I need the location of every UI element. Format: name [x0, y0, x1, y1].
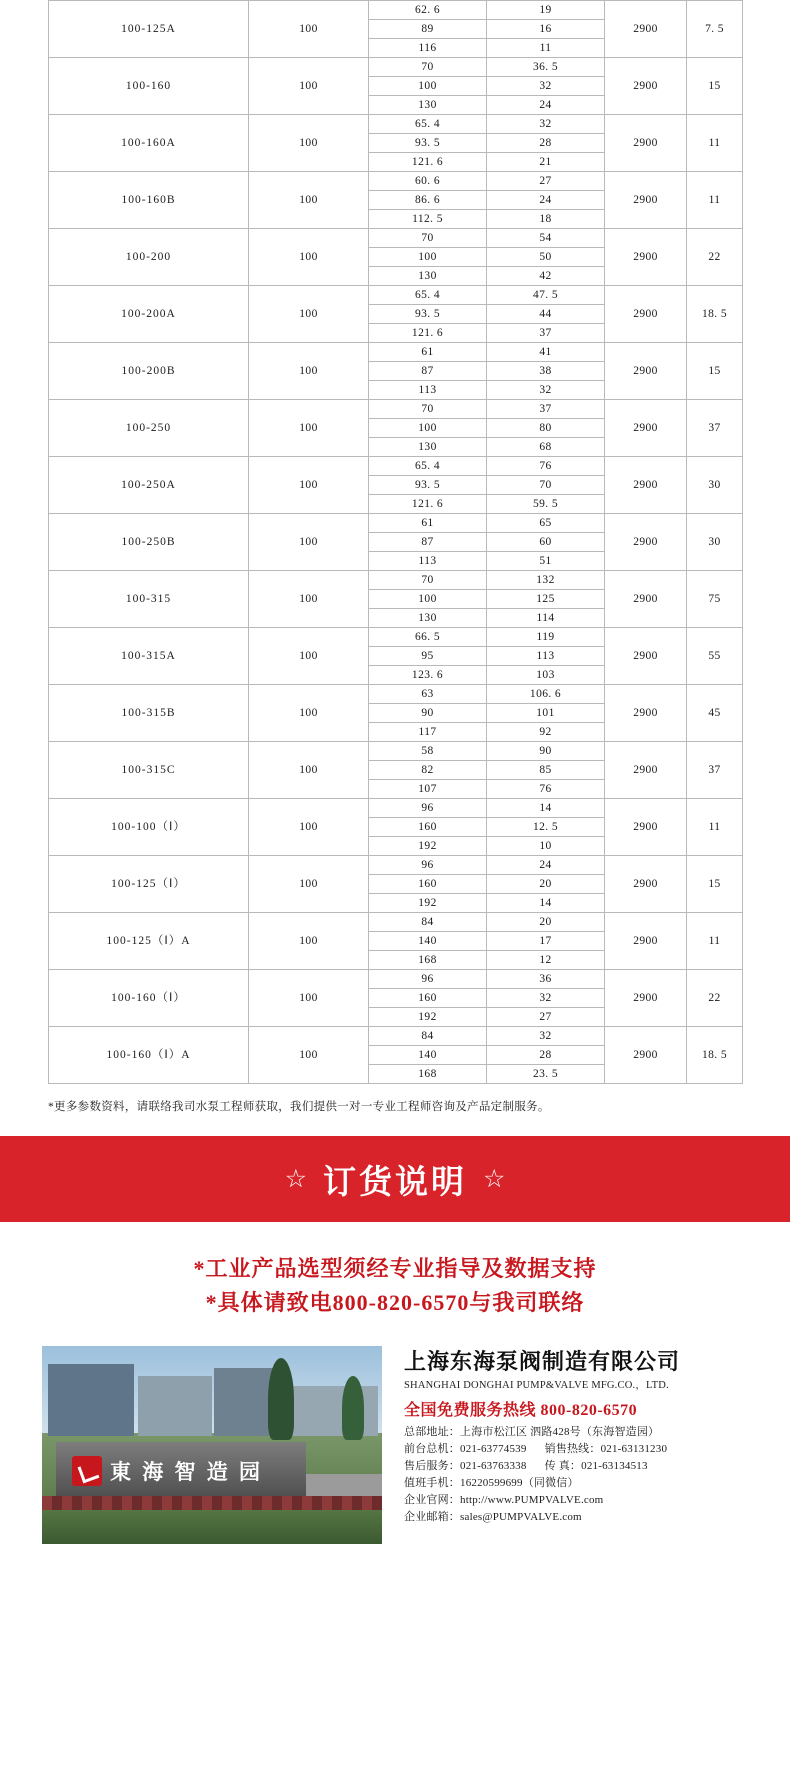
cell-power: 75	[687, 571, 743, 628]
cell-flow: 87	[369, 533, 487, 552]
cell-head: 11	[487, 39, 605, 58]
cell-head: 76	[487, 780, 605, 799]
photo-building-2	[138, 1376, 212, 1436]
table-row	[49, 571, 743, 590]
cell-head: 10	[487, 837, 605, 856]
contact-value: 021-63763338	[460, 1460, 527, 1472]
cell-flow: 58	[369, 742, 487, 761]
table-row	[49, 115, 743, 134]
cell-model: 100-315B	[49, 685, 249, 742]
cell-rpm: 2900	[605, 628, 687, 685]
company-name-en: SHANGHAI DONGHAI PUMP&VALVE MFG.CO.，LTD.	[404, 1380, 669, 1391]
cell-speed-group: 100	[249, 913, 369, 970]
photo-wall-text: 東 海 智 造 园	[110, 1460, 263, 1484]
cell-speed-group: 100	[249, 172, 369, 229]
contact-row	[404, 1441, 748, 1458]
cell-model: 100-125（Ⅰ）A	[49, 913, 249, 970]
cell-speed-group: 100	[249, 571, 369, 628]
cell-head: 32	[487, 115, 605, 134]
cell-flow: 130	[369, 609, 487, 628]
cell-flow: 121. 6	[369, 495, 487, 514]
cell-flow: 82	[369, 761, 487, 780]
contact-row	[404, 1509, 748, 1526]
cell-flow: 121. 6	[369, 324, 487, 343]
cell-flow: 117	[369, 723, 487, 742]
table-row	[49, 685, 743, 704]
cell-flow: 192	[369, 837, 487, 856]
cell-head: 24	[487, 96, 605, 115]
cell-head: 92	[487, 723, 605, 742]
cell-head: 12	[487, 951, 605, 970]
cell-head: 85	[487, 761, 605, 780]
contact-label: 企业邮箱：	[404, 1511, 460, 1523]
cell-head: 44	[487, 305, 605, 324]
cell-flow: 168	[369, 1065, 487, 1084]
cell-model: 100-160（Ⅰ）A	[49, 1027, 249, 1084]
service-hotline: 全国免费服务热线 800-820-6570	[404, 1402, 638, 1419]
cell-power: 15	[687, 856, 743, 913]
cell-flow: 63	[369, 685, 487, 704]
cell-flow: 70	[369, 58, 487, 77]
cell-model: 100-160（Ⅰ）	[49, 970, 249, 1027]
cell-head: 42	[487, 267, 605, 286]
cell-rpm: 2900	[605, 229, 687, 286]
cell-flow: 93. 5	[369, 305, 487, 324]
cell-head: 114	[487, 609, 605, 628]
cell-power: 15	[687, 58, 743, 115]
cell-model: 100-125A	[49, 1, 249, 58]
cell-flow: 140	[369, 1046, 487, 1065]
cell-head: 27	[487, 172, 605, 191]
contact-label: 企业官网：	[404, 1494, 460, 1506]
cell-rpm: 2900	[605, 172, 687, 229]
cell-head: 28	[487, 1046, 605, 1065]
cell-head: 14	[487, 799, 605, 818]
photo-building-1	[48, 1364, 134, 1436]
cell-head: 38	[487, 362, 605, 381]
cell-power: 55	[687, 628, 743, 685]
photo-flowerbed	[42, 1496, 382, 1510]
contact-label: 值班手机：	[404, 1477, 460, 1489]
cell-head: 80	[487, 419, 605, 438]
cell-speed-group: 100	[249, 457, 369, 514]
cell-speed-group: 100	[249, 514, 369, 571]
cell-model: 100-250A	[49, 457, 249, 514]
table-row	[49, 628, 743, 647]
cell-power: 7. 5	[687, 1, 743, 58]
cell-head: 17	[487, 932, 605, 951]
banner-content	[285, 1156, 506, 1203]
donghai-logo-icon	[72, 1456, 102, 1486]
cell-speed-group: 100	[249, 685, 369, 742]
cell-flow: 93. 5	[369, 134, 487, 153]
cell-speed-group: 100	[249, 1027, 369, 1084]
cell-power: 22	[687, 229, 743, 286]
cell-head: 20	[487, 875, 605, 894]
cell-flow: 192	[369, 894, 487, 913]
cell-flow: 113	[369, 381, 487, 400]
table-row	[49, 400, 743, 419]
contact-list	[404, 1424, 748, 1526]
cell-flow: 130	[369, 438, 487, 457]
cell-model: 100-250B	[49, 514, 249, 571]
cell-head: 132	[487, 571, 605, 590]
cell-power: 37	[687, 742, 743, 799]
cell-power: 22	[687, 970, 743, 1027]
cell-speed-group: 100	[249, 970, 369, 1027]
photo-tree-2	[342, 1376, 364, 1440]
cell-speed-group: 100	[249, 58, 369, 115]
cell-model: 100-160	[49, 58, 249, 115]
cell-power: 37	[687, 400, 743, 457]
cell-flow: 61	[369, 514, 487, 533]
cell-head: 103	[487, 666, 605, 685]
cell-head: 32	[487, 989, 605, 1008]
cell-flow: 192	[369, 1008, 487, 1027]
cell-rpm: 2900	[605, 685, 687, 742]
cell-flow: 70	[369, 229, 487, 248]
cell-speed-group: 100	[249, 799, 369, 856]
cell-rpm: 2900	[605, 400, 687, 457]
cell-flow: 160	[369, 875, 487, 894]
cell-flow: 87	[369, 362, 487, 381]
cell-flow: 65. 4	[369, 286, 487, 305]
table-row	[49, 856, 743, 875]
cell-speed-group: 100	[249, 1, 369, 58]
cell-speed-group: 100	[249, 742, 369, 799]
cell-model: 100-315	[49, 571, 249, 628]
cell-flow: 123. 6	[369, 666, 487, 685]
cell-flow: 96	[369, 799, 487, 818]
cell-rpm: 2900	[605, 856, 687, 913]
spec-table-body	[49, 1, 743, 1084]
cell-head: 68	[487, 438, 605, 457]
cell-flow: 130	[369, 267, 487, 286]
contact-value: 16220599699（同微信）	[460, 1477, 579, 1489]
table-row	[49, 742, 743, 761]
contact-row	[404, 1424, 748, 1441]
cell-flow: 66. 5	[369, 628, 487, 647]
table-row	[49, 286, 743, 305]
cell-power: 11	[687, 913, 743, 970]
cell-flow: 89	[369, 20, 487, 39]
contact-label-secondary: 销售热线：	[544, 1443, 601, 1455]
cell-model: 100-160B	[49, 172, 249, 229]
cell-power: 18. 5	[687, 1027, 743, 1084]
contact-label: 售后服务：	[404, 1460, 460, 1472]
table-row	[49, 172, 743, 191]
cell-rpm: 2900	[605, 115, 687, 172]
cell-speed-group: 100	[249, 286, 369, 343]
cell-flow: 100	[369, 77, 487, 96]
footer	[0, 1346, 790, 1568]
cell-head: 14	[487, 894, 605, 913]
contact-row	[404, 1492, 748, 1509]
cell-head: 23. 5	[487, 1065, 605, 1084]
cell-rpm: 2900	[605, 58, 687, 115]
order-instructions-banner	[0, 1136, 790, 1222]
cell-head: 24	[487, 856, 605, 875]
cell-speed-group: 100	[249, 856, 369, 913]
cell-power: 11	[687, 115, 743, 172]
contact-value: 021-63774539	[460, 1443, 527, 1455]
cell-model: 100-200A	[49, 286, 249, 343]
cell-flow: 113	[369, 552, 487, 571]
cell-head: 47. 5	[487, 286, 605, 305]
cell-head: 54	[487, 229, 605, 248]
table-footnote: *更多参数资料，请联络我司水泵工程师获取，我们提供一对一专业工程师咨询及产品定制服务。	[48, 1101, 550, 1113]
cell-flow: 84	[369, 913, 487, 932]
cell-head: 36	[487, 970, 605, 989]
table-row	[49, 457, 743, 476]
cell-head: 59. 5	[487, 495, 605, 514]
cell-head: 41	[487, 343, 605, 362]
cell-head: 18	[487, 210, 605, 229]
cell-flow: 168	[369, 951, 487, 970]
cell-flow: 93. 5	[369, 476, 487, 495]
slogan-line-2: *具体请致电800-820-6570与我司联络	[205, 1290, 585, 1315]
cell-head: 20	[487, 913, 605, 932]
cell-flow: 130	[369, 96, 487, 115]
cell-flow: 96	[369, 856, 487, 875]
cell-rpm: 2900	[605, 799, 687, 856]
cell-speed-group: 100	[249, 343, 369, 400]
cell-model: 100-100（Ⅰ）	[49, 799, 249, 856]
contact-value-secondary: 021-63131230	[600, 1443, 668, 1455]
cell-flow: 70	[369, 571, 487, 590]
cell-flow: 100	[369, 248, 487, 267]
cell-power: 15	[687, 343, 743, 400]
cell-flow: 65. 4	[369, 115, 487, 134]
factory-park-photo	[42, 1346, 382, 1544]
cell-flow: 116	[369, 39, 487, 58]
cell-power: 11	[687, 799, 743, 856]
cell-head: 51	[487, 552, 605, 571]
cell-rpm: 2900	[605, 286, 687, 343]
contact-label-secondary: 传 真：	[544, 1460, 582, 1472]
contact-value: sales@PUMPVALVE.com	[460, 1511, 582, 1523]
cell-rpm: 2900	[605, 913, 687, 970]
cell-head: 37	[487, 400, 605, 419]
banner-title: 订货说明	[323, 1164, 467, 1201]
table-row	[49, 799, 743, 818]
cell-model: 100-200	[49, 229, 249, 286]
cell-head: 32	[487, 381, 605, 400]
cell-head: 27	[487, 1008, 605, 1027]
cell-speed-group: 100	[249, 628, 369, 685]
cell-model: 100-315C	[49, 742, 249, 799]
cell-rpm: 2900	[605, 571, 687, 628]
star-icon-right: ☆	[483, 1164, 506, 1193]
cell-flow: 70	[369, 400, 487, 419]
cell-rpm: 2900	[605, 343, 687, 400]
cell-flow: 140	[369, 932, 487, 951]
cell-flow: 61	[369, 343, 487, 362]
table-row	[49, 229, 743, 248]
table-row	[49, 343, 743, 362]
spec-table	[48, 0, 743, 1084]
cell-speed-group: 100	[249, 115, 369, 172]
cell-speed-group: 100	[249, 229, 369, 286]
cell-model: 100-125（Ⅰ）	[49, 856, 249, 913]
cell-head: 32	[487, 1027, 605, 1046]
contact-value: 上海市松江区 泗路428号（东海智造园）	[460, 1426, 660, 1438]
contact-label: 总部地址：	[404, 1426, 460, 1438]
cell-flow: 160	[369, 818, 487, 837]
contact-row	[404, 1475, 748, 1492]
cell-head: 24	[487, 191, 605, 210]
cell-flow: 100	[369, 419, 487, 438]
contact-value-secondary: 021-63134513	[581, 1460, 648, 1472]
slogan-block	[0, 1222, 790, 1346]
cell-flow: 86. 6	[369, 191, 487, 210]
cell-flow: 100	[369, 590, 487, 609]
cell-flow: 65. 4	[369, 457, 487, 476]
photo-tree-1	[268, 1358, 294, 1440]
cell-power: 30	[687, 457, 743, 514]
cell-head: 21	[487, 153, 605, 172]
cell-flow: 90	[369, 704, 487, 723]
cell-flow: 96	[369, 970, 487, 989]
cell-model: 100-315A	[49, 628, 249, 685]
table-row	[49, 970, 743, 989]
company-name-cn: 上海东海泵阀制造有限公司	[404, 1349, 681, 1374]
cell-rpm: 2900	[605, 514, 687, 571]
cell-head: 119	[487, 628, 605, 647]
cell-model: 100-160A	[49, 115, 249, 172]
cell-head: 76	[487, 457, 605, 476]
cell-head: 36. 5	[487, 58, 605, 77]
cell-head: 113	[487, 647, 605, 666]
contact-row	[404, 1458, 748, 1475]
cell-power: 30	[687, 514, 743, 571]
slogan-line-1: *工业产品选型须经专业指导及数据支持	[193, 1256, 597, 1281]
cell-flow: 107	[369, 780, 487, 799]
cell-power: 45	[687, 685, 743, 742]
cell-flow: 60. 6	[369, 172, 487, 191]
cell-speed-group: 100	[249, 400, 369, 457]
cell-rpm: 2900	[605, 1, 687, 58]
cell-head: 19	[487, 1, 605, 20]
contact-value: http://www.PUMPVALVE.com	[460, 1494, 604, 1506]
cell-head: 32	[487, 77, 605, 96]
cell-rpm: 2900	[605, 1027, 687, 1084]
cell-flow: 160	[369, 989, 487, 1008]
cell-model: 100-250	[49, 400, 249, 457]
cell-power: 18. 5	[687, 286, 743, 343]
table-row	[49, 58, 743, 77]
table-row	[49, 1, 743, 20]
cell-head: 28	[487, 134, 605, 153]
cell-head: 50	[487, 248, 605, 267]
cell-rpm: 2900	[605, 457, 687, 514]
cell-flow: 62. 6	[369, 1, 487, 20]
cell-flow: 112. 5	[369, 210, 487, 229]
cell-head: 70	[487, 476, 605, 495]
cell-head: 16	[487, 20, 605, 39]
cell-head: 101	[487, 704, 605, 723]
cell-model: 100-200B	[49, 343, 249, 400]
cell-flow: 121. 6	[369, 153, 487, 172]
cell-head: 90	[487, 742, 605, 761]
table-row	[49, 514, 743, 533]
cell-flow: 84	[369, 1027, 487, 1046]
cell-head: 106. 6	[487, 685, 605, 704]
cell-head: 65	[487, 514, 605, 533]
photo-stone-wall	[56, 1442, 306, 1500]
cell-flow: 95	[369, 647, 487, 666]
cell-head: 60	[487, 533, 605, 552]
cell-rpm: 2900	[605, 742, 687, 799]
cell-power: 11	[687, 172, 743, 229]
company-info	[404, 1346, 748, 1526]
cell-rpm: 2900	[605, 970, 687, 1027]
cell-head: 12. 5	[487, 818, 605, 837]
star-icon-left: ☆	[284, 1164, 307, 1193]
contact-label: 前台总机：	[404, 1443, 460, 1455]
cell-head: 37	[487, 324, 605, 343]
table-row	[49, 913, 743, 932]
table-row	[49, 1027, 743, 1046]
cell-head: 125	[487, 590, 605, 609]
